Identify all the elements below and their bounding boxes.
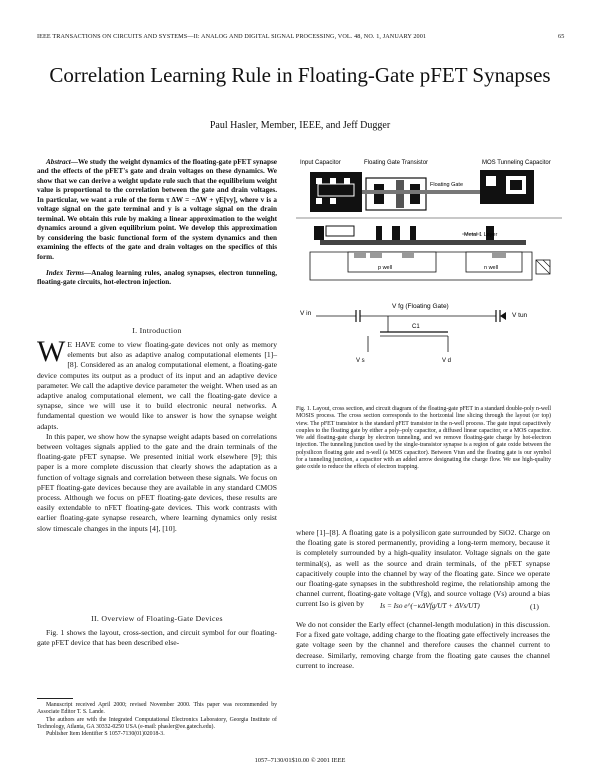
footnote-affiliation: The authors are with the Integrated Computational Electronics Laboratory, Georgia Institute of Technology, Atlanta, GA 30332-0250 USA (e-mail: phasler@ee.gatech.edu).: [37, 716, 277, 730]
label-v-s: V s: [356, 358, 365, 364]
intro-paragraph-1: E HAVE come to view floating-gate devices not only as memory elements but also as adaptive analog computational elements [1]–[8]. Considered as an analog computational element, a floating-gate device computes its output as a product of its input and an adaptive device parameter. We call the adaptive device parameter the weight. When used as an adaptive analog computational element, we call the floating-gate device a synapse, since we will use it to build electronic neural networks. A fundamental question we would like to answer is how the synapse weight adapts.: [37, 340, 277, 431]
section-heading-overview: II. Overview of Floating-Gate Devices: [91, 614, 223, 623]
abstract-block: [37, 158, 277, 288]
label-floating-gate-transistor: Floating Gate Transistor: [364, 160, 429, 166]
label-v-in: V in: [300, 310, 312, 317]
label-c1: C1: [412, 324, 420, 330]
index-terms-label: Index Terms—: [46, 268, 92, 277]
label-v-d: V d: [442, 358, 452, 364]
circuit-symbol: [300, 303, 528, 364]
label-p-well: p well: [378, 265, 393, 271]
footnote-received: Manuscript received April 2000; revised November 2000. This paper was recommended by Associate Editor T. S. Lande.: [37, 702, 277, 716]
cross-section-view: [310, 226, 550, 280]
label-v-tun: V tun: [512, 312, 528, 319]
layout-view: [296, 170, 562, 218]
drop-cap: W: [37, 335, 66, 368]
paper-title: Correlation Learning Rule in Floating-Gate pFET Synapses: [49, 63, 551, 87]
page-footer: 1057–7130/01$10.00 © 2001 IEEE: [254, 757, 346, 764]
right-column-paragraph-1: where [1]–[8]. A floating gate is a polysilicon gate surrounded by SiO2. Charge on the floating gate is stored permanently, providing a long-term memory, because it is completely surrounded by a high-quality insulator. Voltage signals on the gate terminal(s), as well as the source and drain terminals, of the pFET synapse capacitively couple into the channel by way of the floating gate. Since we operate our floating-gate synapses in the subthreshold regime, the relationship among the channel current, floating-gate voltage (Vfg), and source voltage (Vs) around a bias current Iso is given by: [296, 528, 550, 609]
footnote-identifier: Publisher Item Identifier S 1057-7130(01)02018-3.: [46, 731, 165, 738]
right-column-paragraph-2: We do not consider the Early effect (channel-length modulation) in this discussion. For a fixed gate voltage, adding charge to the floating gate effectively increases the gate voltage seen by the channel and therefore causes the channel current to decrease. Similarly, removing charge from the floating gate causes the channel current to increase.: [296, 620, 550, 670]
label-input-capacitor: Input Capacitor: [300, 160, 341, 166]
index-terms-text: Analog learning rules, analog synapses, electron tunneling, floating-gate circuits, hot-electron injection.: [37, 268, 277, 287]
abstract-label: Abstract—: [46, 158, 78, 166]
footnotes: [37, 702, 277, 738]
label-floating-gate: Floating Gate: [430, 182, 464, 188]
figure-1-diagram: [296, 156, 562, 388]
overview-paragraph-1: Fig. 1 shows the layout, cross-section, and circuit symbol for our floating-gate pFET device that has been described else-: [37, 628, 277, 648]
abstract-text: We study the weight dynamics of the floating-gate pFET synapse and the effects of the pFET's gate and drain voltages on these dynamics. We show that we can derive a weight update rule such that the equilibrium weight value is proportional to the correlation between the gate and drain voltages. In particular, we want a rule of the form τ ΔW = −ΔW + γE[vy], where v is a voltage signal on the gate terminal and y is a voltage signal on the drain terminal. We obtain this rule by making a linear approximation to the weight dynamics around a given equilibrium point. We develop this approximation by considering the basic functional form of the system dynamics and then examining the effects of the gate and drain voltages on the specifics of this form.: [37, 158, 277, 261]
label-mos-tunneling-capacitor: MOS Tunneling Capacitor: [482, 160, 551, 166]
label-n-well: n well: [484, 265, 499, 271]
introduction-body: [37, 335, 277, 534]
label-metal1-layer: Metal 1 Layer: [464, 232, 498, 238]
running-header: IEEE TRANSACTIONS ON CIRCUITS AND SYSTEMS—II: ANALOG AND DIGITAL SIGNAL PROCESSING, VOL. 48, NO. 1, JANUARY 2001: [37, 33, 427, 40]
label-v-fg: V fg (Floating Gate): [392, 303, 449, 310]
intro-paragraph-2: In this paper, we show how the synapse weight adapts based on correlations between voltages signals applied to the gate and the drain terminals of the floating-gate pFET synapse. We presented initial work elsewhere [9]; this paper is a more complete discussion that clearly shows the adaptation as a function of voltage signals and correlation between these signals. We focus on pFET floating-gate devices because they are available in any standard CMOS process. Although we focus on pFET floating-gate devices, these results are easily extendable to nFET floating-gate devices. This work contrasts with earlier floating-gate synapse research, where learning dynamics only resist slow timescale changes in the inputs [4], [10].: [37, 431, 277, 533]
page-number: 65: [558, 33, 565, 40]
author-line: Paul Hasler, Member, IEEE, and Jeff Dugger: [209, 120, 391, 131]
equation-1: Is = Iso e^(−κΔVfg/UT + ΔVs/UT): [380, 602, 480, 610]
footnote-rule: [37, 698, 73, 699]
figure-1-caption: Fig. 1. Layout, cross section, and circuit diagram of the floating-gate pFET in a standard double-poly n-well MOSIS process. The cross section corresponds to the horizontal line slicing through the layout (or top) view. The pFET transistor is the standard pFET transistor in the n-well process. The gate input capacitively couples to the floating gate by either a poly–poly capacitor, a diffused linear capacitor, or a MOS capacitor. We add floating-gate charge by electron tunneling, and we remove floating-gate charge by hot-electron injection. The tunneling junction used by the single-transistor synapse is a region of gate oxide between the polysilicon floating gate and n-well (a MOS capacitor). Between Vtun and the floating gate is our symbol for a tunneling junction, a capacitor with an added arrow designating the charge flow. We use high-quality gate oxide to reduce the effects of electron trapping.: [296, 406, 551, 471]
equation-number-1: (1): [530, 602, 539, 611]
section-heading-introduction: I. Introduction: [132, 326, 182, 335]
